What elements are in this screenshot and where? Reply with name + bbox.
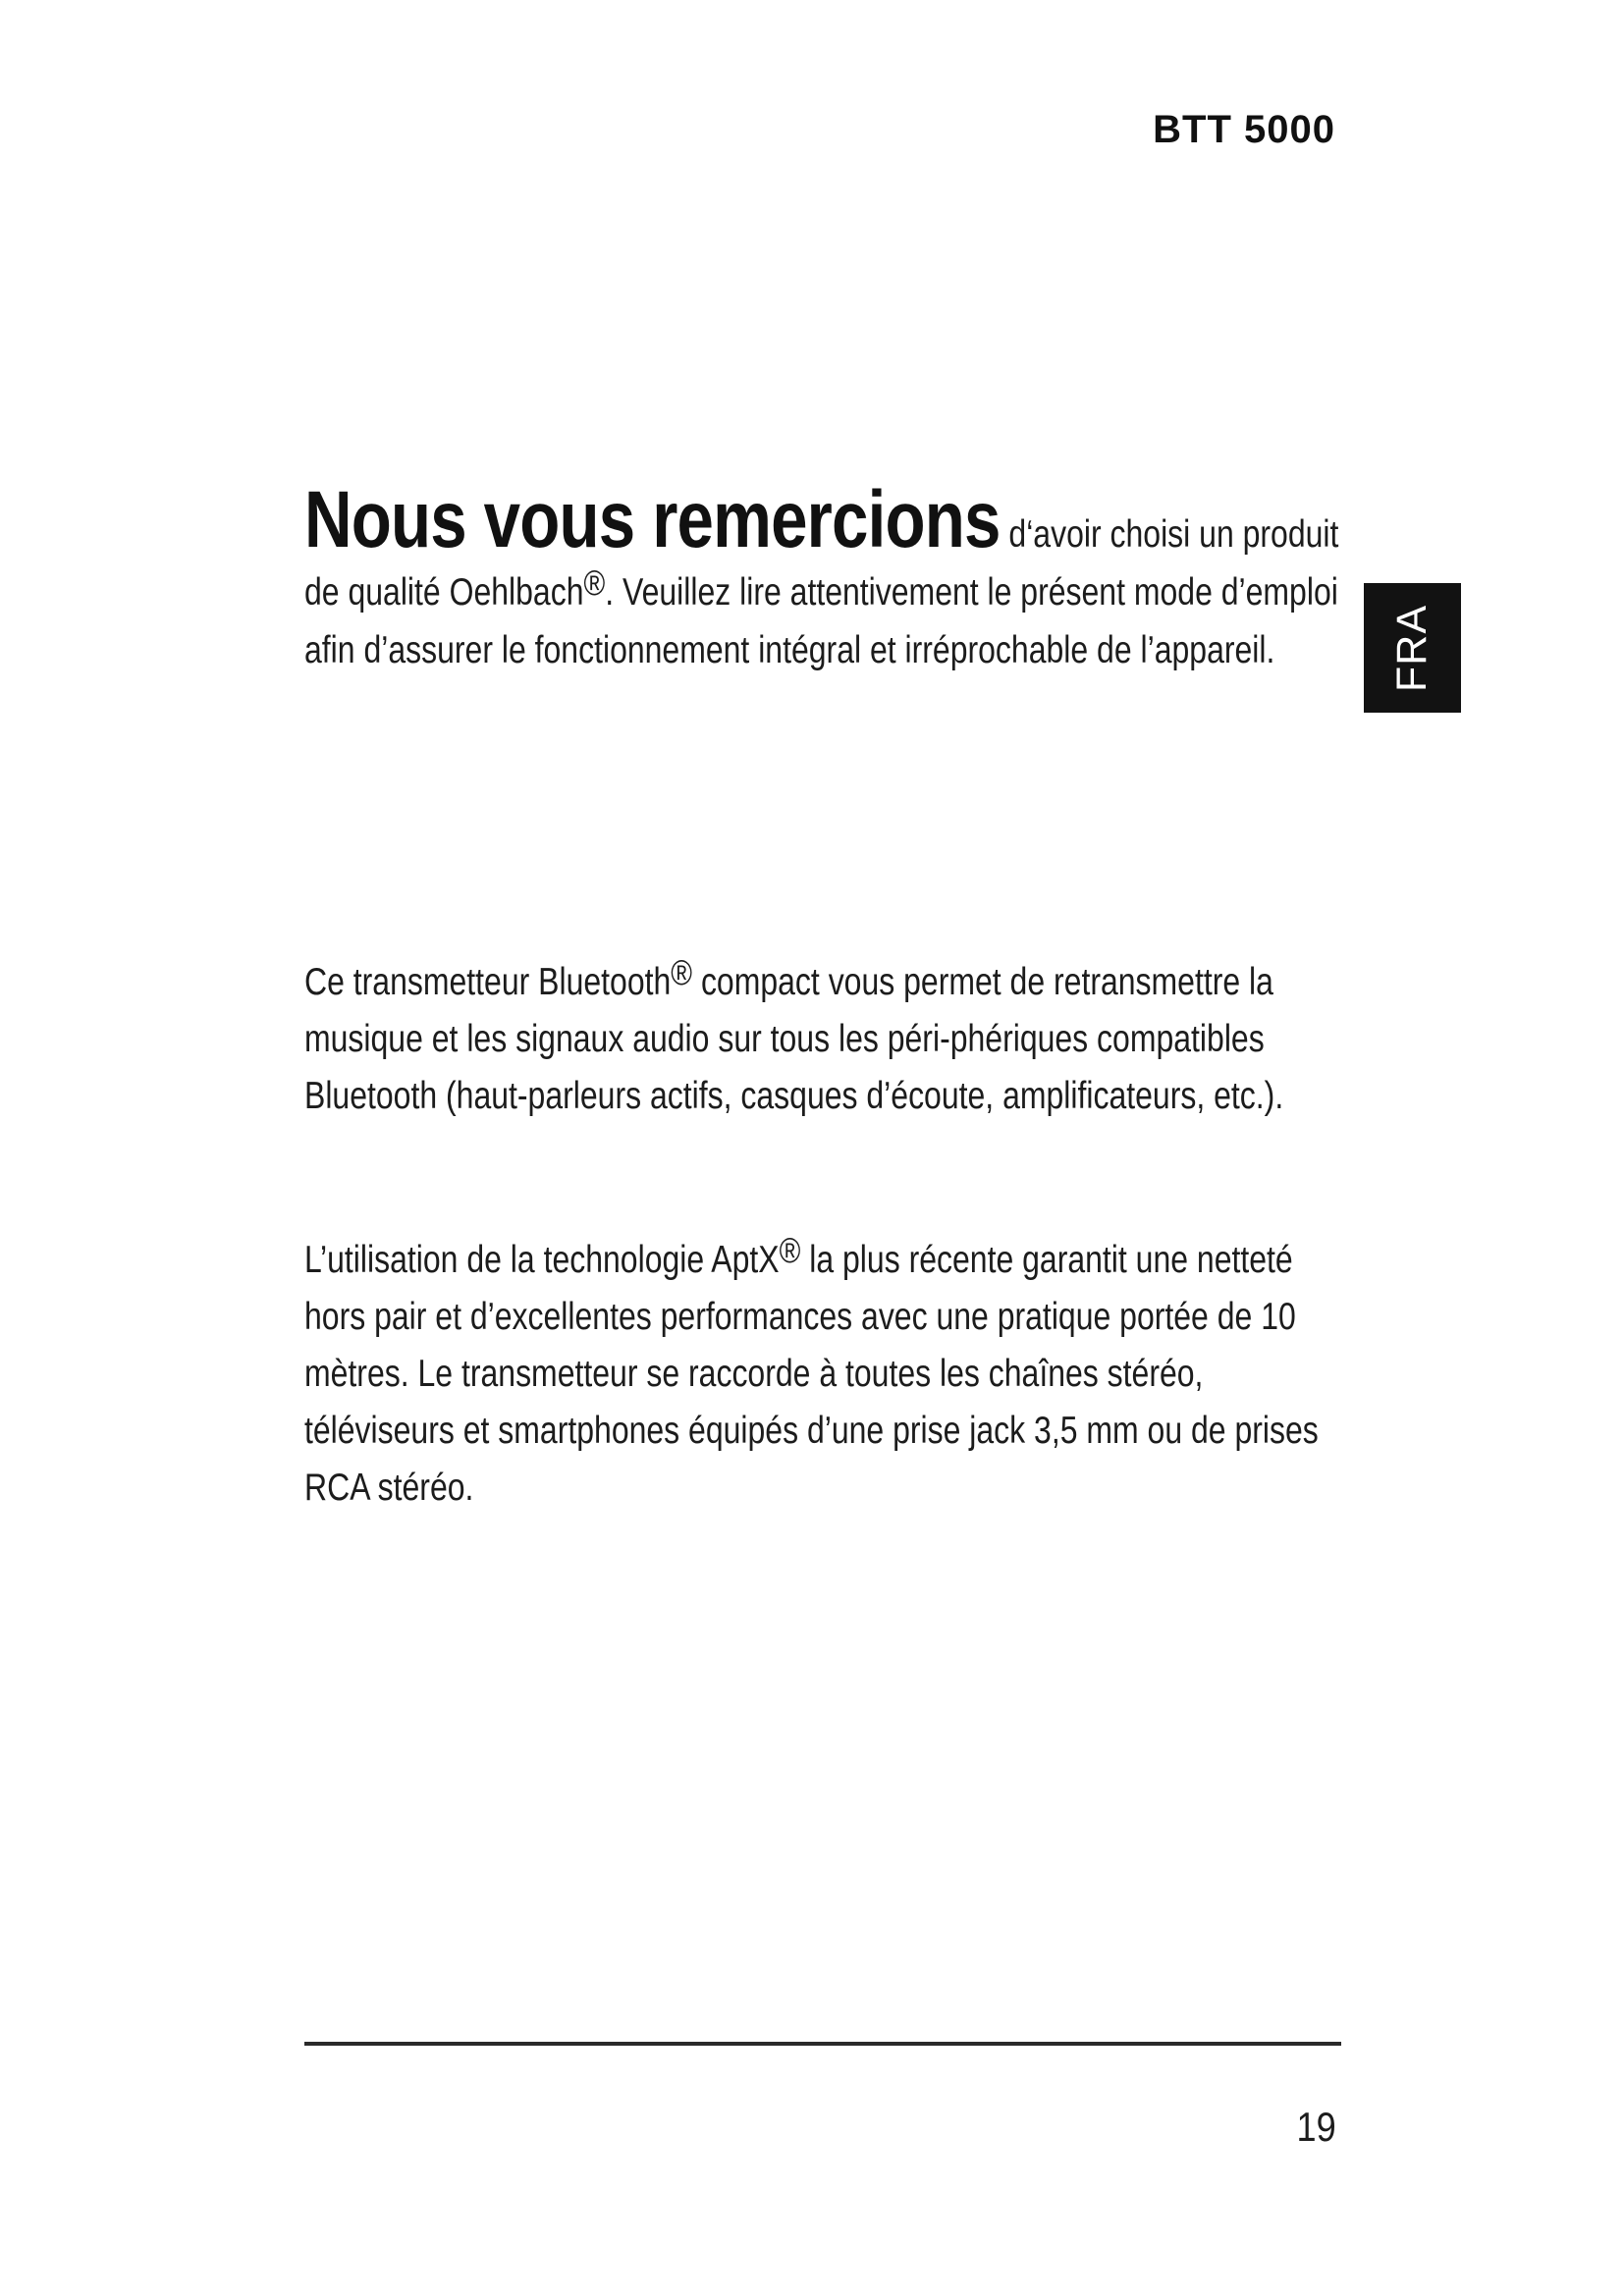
intro-block (304, 475, 1345, 679)
language-tab-label: FRA (1388, 604, 1435, 692)
aptx-text-start: L’utilisation de la technologie AptX (304, 1239, 780, 1281)
intro-text-start: d‘avoir choisi un produit de qualité Oehlbach (304, 513, 1339, 614)
intro-lead-heading: Nous vous remercions (304, 475, 1001, 564)
registered-mark: ® (671, 952, 693, 992)
registered-mark: ® (583, 562, 606, 603)
registered-mark: ® (779, 1230, 801, 1270)
model-name: BTT 5000 (1153, 108, 1335, 151)
bluetooth-text-start: Ce transmetteur Bluetooth (304, 961, 672, 1003)
intro-text-end: . Veuillez lire attentivement le présent mode d’emploi afin d’assurer le fonctionnement intégral et irréprochable de l’appareil. (304, 571, 1338, 671)
language-tab (1364, 583, 1461, 713)
page-number: 19 (1296, 2104, 1336, 2150)
bluetooth-paragraph (304, 954, 1351, 1125)
bluetooth-text-end: compact vous permet de retransmettre la musique et les signaux audio sur tous les péri-phériques compatibles Bluetooth (haut-parleurs actifs, casques d’écoute, amplificateurs, etc.). (304, 961, 1284, 1117)
intro-paragraph (304, 475, 1345, 679)
aptx-paragraph (304, 1232, 1351, 1517)
aptx-text-end: la plus récente garantit une netteté hors pair et d’excellentes performances avec une pratique portée de 10 mètres. Le transmetteur se raccorde à toutes les chaînes stéréo, téléviseurs et smartphones équipés d’une prise jack 3,5 mm ou de prises RCA stéréo. (304, 1239, 1319, 1509)
footer-divider (304, 2042, 1341, 2046)
